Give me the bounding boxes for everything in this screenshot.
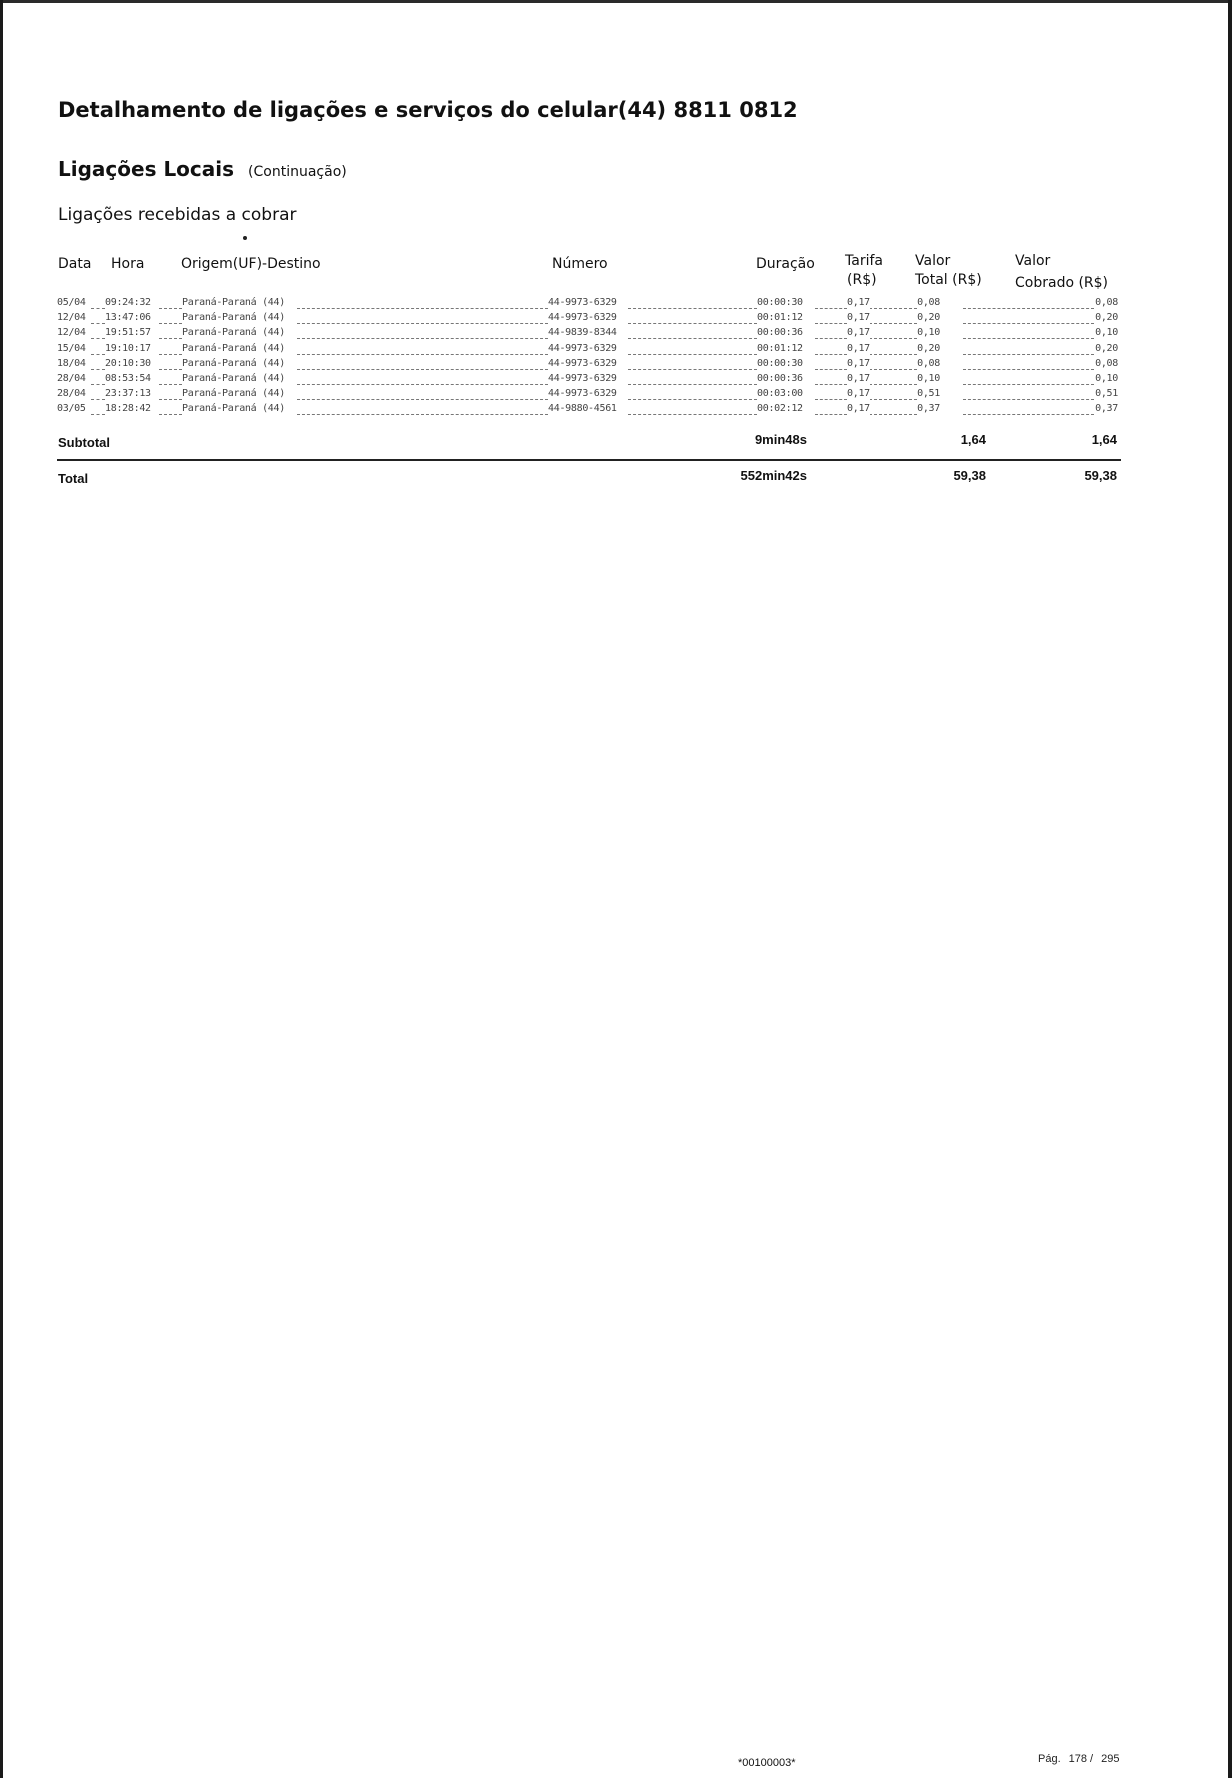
leader-line: [91, 338, 105, 339]
leader-line: [159, 308, 182, 309]
subsection-title: Ligações recebidas a cobrar: [58, 205, 297, 225]
cell-data: 28/04: [57, 373, 86, 384]
page-current: 178 /: [1068, 1753, 1094, 1765]
leader-line: [91, 308, 105, 309]
header-duracao: Duração: [756, 256, 815, 272]
cell-valor-total: 0,10: [917, 327, 940, 339]
cell-duracao: 00:00:30: [757, 297, 803, 308]
cell-data: 12/04: [57, 312, 86, 324]
table-row: [57, 358, 1120, 372]
leader-line: [297, 354, 548, 355]
leader-line: [91, 384, 105, 385]
cell-duracao: 00:01:12: [757, 312, 803, 324]
leader-line: [628, 308, 757, 309]
cell-origem: Paraná-Paraná (44): [182, 388, 285, 400]
cell-hora: 23:37:13: [105, 388, 151, 400]
header-tarifa: Tarifa: [845, 253, 883, 269]
leader-line: [297, 414, 548, 415]
leader-line: [297, 369, 548, 370]
cell-numero: 44-9973-6329: [548, 357, 617, 369]
leader-line: [91, 414, 105, 415]
leader-line: [628, 399, 757, 400]
leader-line: [297, 308, 548, 309]
cell-hora: 20:10:30: [105, 357, 151, 369]
total-divider: [57, 459, 1121, 461]
leader-line: [815, 308, 847, 309]
leader-line: [159, 369, 182, 370]
leader-line: [159, 414, 182, 415]
scan-edge-right: [1228, 0, 1232, 1778]
leader-line: [297, 399, 548, 400]
total-valor-cobrado: 59,38: [1084, 468, 1117, 483]
leader-line: [159, 384, 182, 385]
cell-hora: 19:51:57: [105, 327, 151, 339]
cell-origem: Paraná-Paraná (44): [182, 327, 285, 339]
leader-line: [91, 369, 105, 370]
header-hora: Hora: [111, 256, 145, 272]
cell-duracao: 00:00:30: [757, 357, 803, 369]
table-row: [57, 327, 1120, 341]
cell-numero: 44-9973-6329: [548, 312, 617, 324]
total-duracao: 552min42s: [740, 468, 807, 483]
cell-tarifa: 0,17: [847, 327, 870, 339]
leader-line: [963, 414, 1094, 415]
cell-tarifa: 0,17: [847, 312, 870, 324]
leader-line: [963, 308, 1094, 309]
cell-hora: 19:10:17: [105, 342, 151, 354]
page-title: Detalhamento de ligações e serviços do celular(44) 8811 0812: [58, 98, 798, 122]
header-origem: Origem(UF)-Destino: [181, 256, 321, 272]
table-row: [57, 343, 1120, 357]
cell-valor-total: 0,08: [917, 357, 940, 369]
scan-edge-top: [0, 0, 1232, 3]
leader-line: [815, 414, 847, 415]
leader-line: [159, 399, 182, 400]
cell-valor-cobrado: 0,51: [1095, 388, 1118, 400]
cell-hora: 13:47:06: [105, 312, 151, 324]
leader-line: [628, 384, 757, 385]
cell-tarifa: 0,17: [847, 357, 870, 369]
cell-data: 18/04: [57, 357, 86, 369]
cell-duracao: 00:00:36: [757, 373, 803, 384]
cell-valor-cobrado: 0,37: [1095, 403, 1118, 415]
cell-tarifa: 0,17: [847, 403, 870, 415]
cell-numero: 44-9973-6329: [548, 373, 617, 384]
cell-valor-total: 0,10: [917, 373, 940, 384]
header-valor-total-unit: Total (R$): [915, 272, 982, 288]
table-row: [57, 373, 1120, 387]
cell-valor-cobrado: 0,10: [1095, 327, 1118, 339]
table-row: [57, 297, 1120, 311]
cell-tarifa: 0,17: [847, 342, 870, 354]
section-name: Ligações Locais: [58, 157, 235, 181]
leader-line: [91, 323, 105, 324]
table-row: [57, 312, 1120, 326]
page-label: Pág.: [1038, 1753, 1061, 1765]
leader-line: [963, 399, 1094, 400]
subtotal-valor-total: 1,64: [960, 432, 986, 447]
cell-origem: Paraná-Paraná (44): [182, 297, 285, 308]
leader-line: [159, 354, 182, 355]
header-tarifa-unit: (R$): [847, 272, 877, 288]
cell-hora: 09:24:32: [105, 297, 151, 308]
leader-line: [91, 354, 105, 355]
leader-line: [815, 323, 847, 324]
cell-origem: Paraná-Paraná (44): [182, 357, 285, 369]
leader-line: [963, 338, 1094, 339]
section-note: (Continuação): [248, 164, 347, 180]
leader-line: [628, 338, 757, 339]
header-valor-total: Valor: [915, 253, 951, 269]
footer-document-code: *00100003*: [738, 1757, 796, 1769]
leader-line: [815, 338, 847, 339]
cell-numero: 44-9973-6329: [548, 297, 617, 308]
header-valor-cobrado-unit: Cobrado (R$): [1015, 275, 1109, 291]
cell-duracao: 00:02:12: [757, 403, 803, 415]
cell-numero: 44-9880-4561: [548, 403, 617, 415]
cell-valor-total: 0,20: [917, 312, 940, 324]
total-label: Total: [58, 471, 89, 486]
cell-data: 03/05: [57, 403, 86, 415]
cell-origem: Paraná-Paraná (44): [182, 373, 285, 384]
leader-line: [963, 384, 1094, 385]
subtotal-valor-cobrado: 1,64: [1091, 432, 1117, 447]
leader-line: [159, 338, 182, 339]
cell-data: 28/04: [57, 388, 86, 400]
leader-line: [297, 323, 548, 324]
leader-line: [297, 338, 548, 339]
cell-origem: Paraná-Paraná (44): [182, 342, 285, 354]
cell-hora: 08:53:54: [105, 373, 151, 384]
cell-valor-total: 0,08: [917, 297, 940, 308]
cell-numero: 44-9839-8344: [548, 327, 617, 339]
cell-origem: Paraná-Paraná (44): [182, 312, 285, 324]
cell-data: 15/04: [57, 342, 86, 354]
leader-line: [628, 414, 757, 415]
leader-line: [91, 399, 105, 400]
leader-line: [963, 354, 1094, 355]
header-numero: Número: [552, 256, 608, 272]
footer-page-number: [1038, 1753, 1127, 1765]
section-title: [58, 157, 347, 181]
cell-duracao: 00:00:36: [757, 327, 803, 339]
cell-valor-cobrado: 0,08: [1095, 357, 1118, 369]
leader-line: [963, 369, 1094, 370]
subtotal-label: Subtotal: [58, 435, 110, 450]
total-valor-total: 59,38: [953, 468, 986, 483]
cell-tarifa: 0,17: [847, 297, 870, 308]
header-valor-cobrado: Valor: [1015, 253, 1051, 269]
cell-numero: 44-9973-6329: [548, 342, 617, 354]
cell-valor-total: 0,37: [917, 403, 940, 415]
cell-valor-cobrado: 0,10: [1095, 373, 1118, 384]
cell-origem: Paraná-Paraná (44): [182, 403, 285, 415]
leader-line: [815, 354, 847, 355]
subtotal-duracao: 9min48s: [754, 432, 807, 447]
cell-duracao: 00:03:00: [757, 388, 803, 400]
cell-valor-cobrado: 0,08: [1095, 297, 1118, 308]
cell-numero: 44-9973-6329: [548, 388, 617, 400]
table-row: [57, 403, 1120, 417]
cell-valor-cobrado: 0,20: [1095, 342, 1118, 354]
leader-line: [628, 369, 757, 370]
cell-data: 05/04: [57, 297, 86, 308]
leader-line: [815, 369, 847, 370]
cell-duracao: 00:01:12: [757, 342, 803, 354]
leader-line: [159, 323, 182, 324]
cell-tarifa: 0,17: [847, 388, 870, 400]
cell-tarifa: 0,17: [847, 373, 870, 384]
leader-line: [628, 323, 757, 324]
table-row: [57, 388, 1120, 402]
leader-line: [963, 323, 1094, 324]
scan-dot: [243, 236, 247, 240]
scan-edge-left: [0, 0, 3, 1778]
cell-valor-cobrado: 0,20: [1095, 312, 1118, 324]
leader-line: [815, 399, 847, 400]
leader-line: [297, 384, 548, 385]
cell-data: 12/04: [57, 327, 86, 339]
cell-hora: 18:28:42: [105, 403, 151, 415]
page-total: 295: [1101, 1753, 1120, 1765]
header-data: Data: [58, 256, 92, 272]
cell-valor-total: 0,20: [917, 342, 940, 354]
cell-valor-total: 0,51: [917, 388, 940, 400]
leader-line: [628, 354, 757, 355]
leader-line: [815, 384, 847, 385]
